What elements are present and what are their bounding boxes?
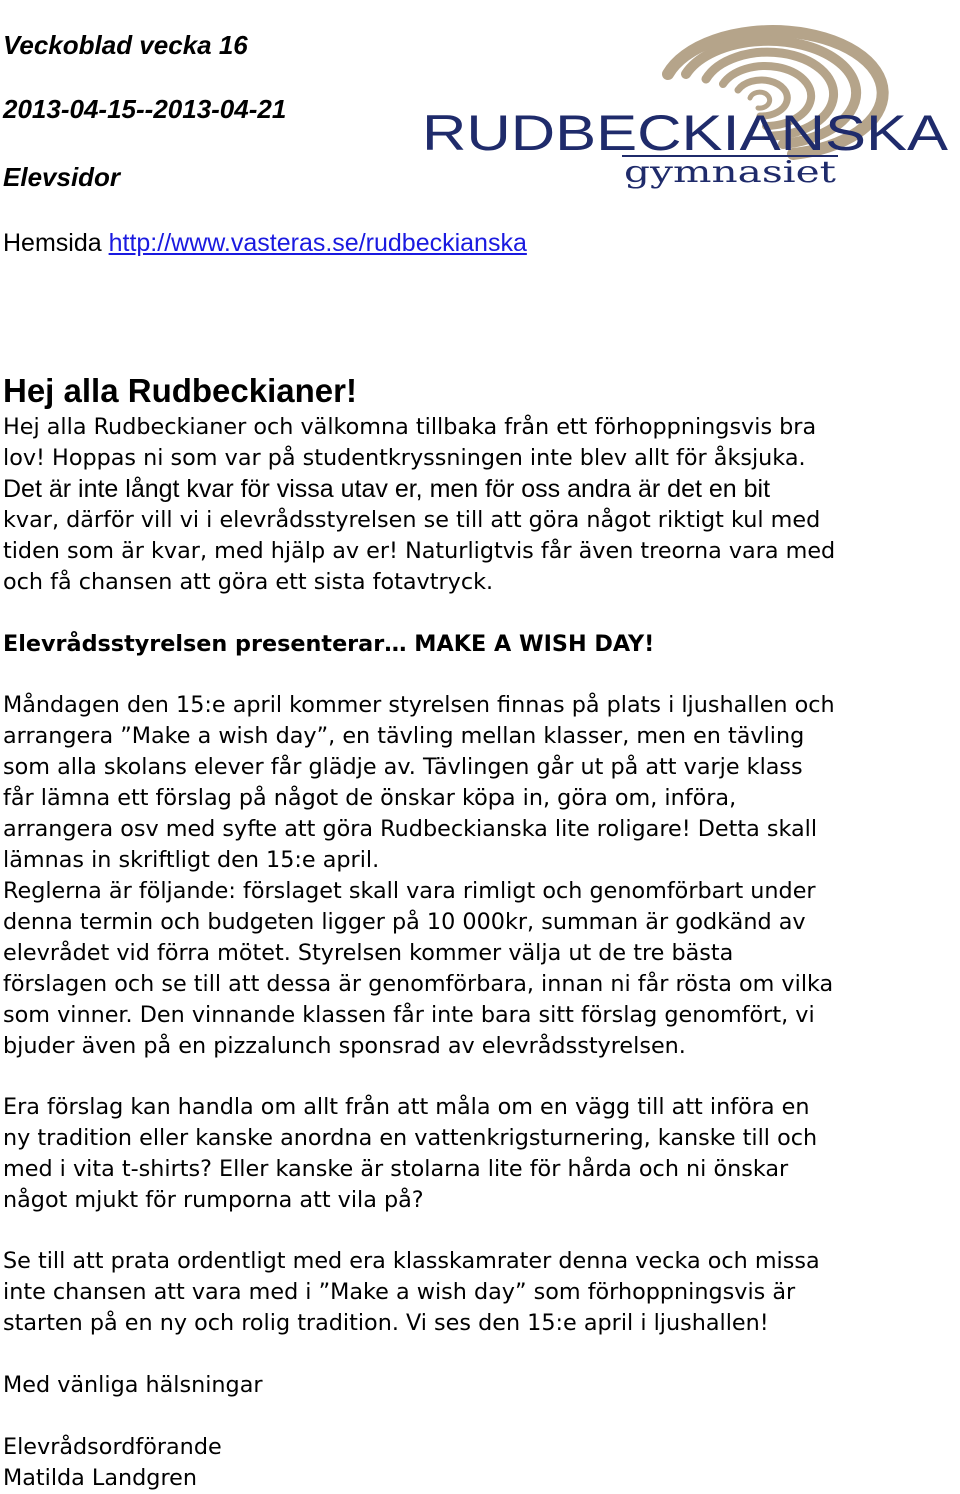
text-line: inte chansen att vara med i ”Make a wish day” som förhoppningsvis är [3, 1279, 796, 1305]
homepage-link[interactable]: http://www.vasteras.se/rudbeckianska [108, 229, 527, 257]
text-line: ny tradition eller kanske anordna en vattenkrigsturnering, kanske till och [3, 1125, 818, 1151]
text-line: starten på en ny och rolig tradition. Vi ses den 15:e april i ljushallen! [3, 1310, 769, 1336]
text-line: denna termin och budgeten ligger på 10 000kr, summan är godkänd av [3, 909, 806, 935]
text-line: något mjukt för rumporna att vila på? [3, 1187, 424, 1213]
text-line: Hej alla Rudbeckianer och välkomna tillbaka från ett förhoppningsvis bra [3, 414, 817, 440]
text-line: Det är inte långt kvar för vissa utav er, men för oss andra är det en bit [3, 475, 771, 503]
text-line: tiden som är kvar, med hjälp av er! Naturligtvis får även treorna vara med [3, 538, 836, 564]
text-line: arrangera ”Make a wish day”, en tävling mellan klasser, men en tävling [3, 723, 805, 749]
swirl-logo-icon [418, 4, 954, 194]
text-line: som alla skolans elever får glädje av. Tävlingen går ut på att varje klass [3, 754, 803, 780]
paragraph-3 [3, 1092, 958, 1216]
school-logo [418, 4, 954, 194]
text-line: Era förslag kan handla om allt från att måla om en vägg till att införa en [3, 1094, 810, 1120]
text-line: elevrådet vid förra mötet. Styrelsen kommer välja ut de tre bästa [3, 940, 734, 966]
text-line: Se till att prata ordentligt med era klasskamrater denna vecka och missa [3, 1248, 820, 1274]
closing-greeting: Med vänliga hälsningar [3, 1372, 263, 1398]
date-range: 2013-04-15--2013-04-21 [3, 94, 287, 124]
section-title: Elevsidor [3, 162, 121, 192]
signature [3, 1432, 958, 1494]
signature-name: Matilda Landgren [3, 1465, 197, 1491]
paragraph-4 [3, 1246, 958, 1339]
closing [3, 1370, 958, 1401]
text-line: kvar, därför vill vi i elevrådsstyrelsen se till att göra något riktigt kul med [3, 507, 821, 533]
intro-paragraph [3, 412, 958, 474]
text-line: arrangera osv med syfte att göra Rudbeckianska lite roligare! Detta skall [3, 816, 818, 842]
text-line: får lämna ett förslag på något de önskar köpa in, göra om, införa, [3, 785, 737, 811]
paragraph-1 [3, 474, 958, 598]
text-line: med i vita t-shirts? Eller kanske är stolarna lite för hårda och ni önskar [3, 1156, 789, 1182]
newsletter-title: Veckoblad vecka 16 [3, 30, 248, 60]
event-subheading: Elevrådsstyrelsen presenterar… MAKE A WISH DAY! [3, 631, 655, 657]
homepage-label: Hemsida [3, 229, 102, 257]
text-line: Måndagen den 15:e april kommer styrelsen finnas på plats i ljushallen och [3, 692, 835, 718]
logo-wordmark: RUDBECKIANSKA [422, 105, 949, 161]
text-line: förslagen och se till att dessa är genomförbara, innan ni får rösta om vilka [3, 971, 834, 997]
paragraph-2 [3, 690, 958, 1062]
text-line: och få chansen att göra ett sista fotavtryck. [3, 569, 494, 595]
text-line: som vinner. Den vinnande klassen får inte bara sitt förslag genomfört, vi [3, 1002, 815, 1028]
signature-role: Elevrådsordförande [3, 1434, 222, 1460]
text-line: lov! Hoppas ni som var på studentkryssningen inte blev allt för åksjuka. [3, 445, 806, 471]
homepage-line [3, 228, 527, 258]
logo-subtitle: gymnasiet [624, 155, 836, 190]
greeting-heading: Hej alla Rudbeckianer! [3, 372, 357, 409]
text-line: Reglerna är följande: förslaget skall vara rimligt och genomförbart under [3, 878, 816, 904]
text-line: lämnas in skriftligt den 15:e april. [3, 847, 380, 873]
text-line: bjuder även på en pizzalunch sponsrad av elevrådsstyrelsen. [3, 1033, 686, 1059]
